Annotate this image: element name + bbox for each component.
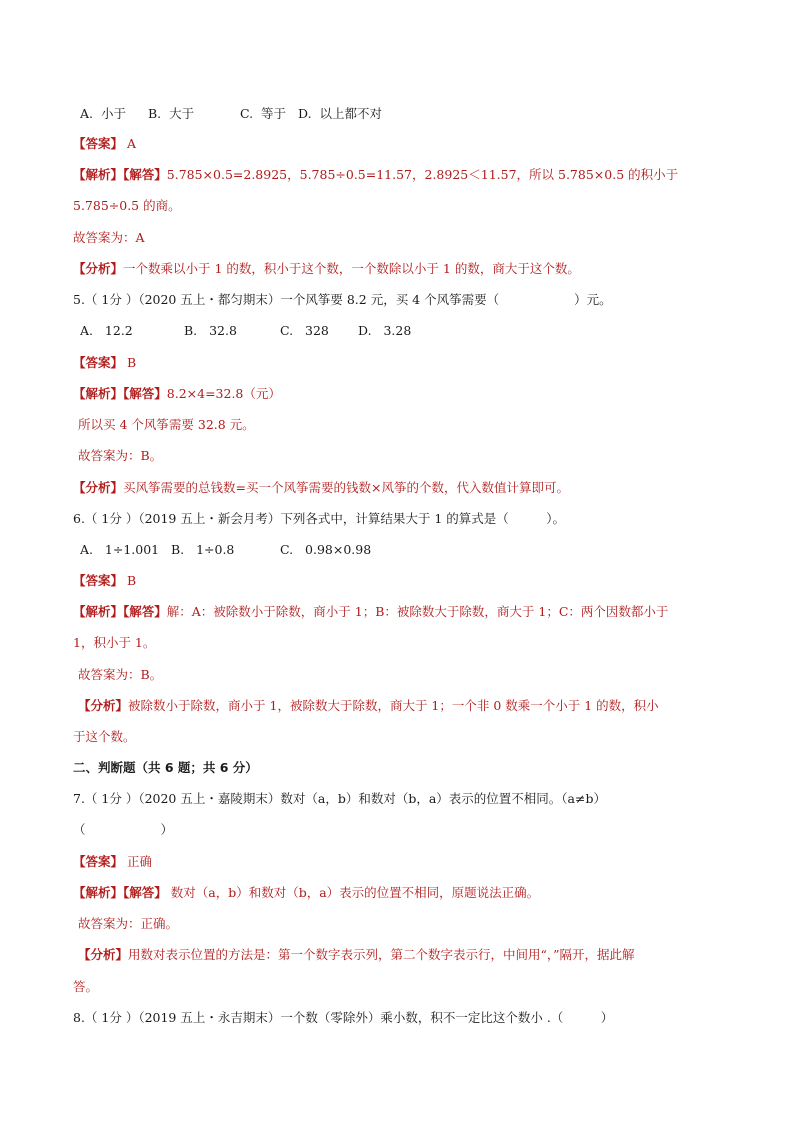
q6-option-a: A. 1÷1.001 (80, 542, 160, 557)
q5-final-answer: 故答案为：B。 (78, 448, 163, 463)
answer-tag: 【答案】 (73, 355, 124, 370)
q4-note-text: 一个数乘以小于 1 的数，积小于这个数，一个数除以小于 1 的数，商大于这个数。 (123, 261, 580, 276)
q7-note-line-1 (78, 947, 635, 963)
q7-note-line-2: 答。 (73, 979, 99, 994)
q6-answer: B (123, 573, 137, 588)
q4-option-a: A. 小于 (80, 106, 126, 121)
q6-analysis-line-2: 1，积小于 1。 (73, 635, 156, 650)
q4-analysis-text-1: 5.785×0.5=2.8925，5.785÷0.5=11.57，2.8925＜11.57，所以 5.785×0.5 的积小于 (166, 167, 679, 182)
analysis-tag: 【解析】【解答】 (73, 386, 167, 401)
answer-tag: 【答案】 (73, 136, 124, 151)
q5-analysis-line-1 (73, 386, 281, 402)
q6-option-c: C. 0.98×0.98 (280, 542, 372, 557)
q7-answer: 正确 (123, 854, 152, 869)
q7-final-answer: 故答案为：正确。 (78, 916, 179, 931)
q5-note-text: 买风筝需要的总钱数=买一个风筝需要的钱数×风筝的个数，代入数值计算即可。 (123, 480, 569, 495)
q5-analysis-text-1: 8.2×4=32.8（元） (166, 386, 281, 401)
note-tag: 【分析】 (73, 480, 124, 495)
q6-analysis-text-1: 解：A：被除数小于除数，商小于 1；B：被除数大于除数，商大于 1；C：两个因数都小于 (166, 604, 669, 619)
q7-question-line-2: （ ） (73, 822, 174, 837)
q7-analysis-text-1: 数对（a，b）和数对（b，a）表示的位置不相同，原题说法正确。 (166, 885, 540, 900)
q4-analysis-line-2: 5.785÷0.5 的商。 (73, 198, 181, 213)
q8-question: 8.（ 1分 ）（2019 五上・永吉期末）一个数（零除外）乘小数，积不一定比这个数小 .（ ） (73, 1010, 614, 1025)
q5-option-d: D. 3.28 (358, 323, 412, 338)
q5-answer-line (73, 355, 136, 371)
q5-option-b: B. 32.8 (184, 323, 237, 338)
q7-note-text-1: 用数对表示位置的方法是：第一个数字表示列，第二个数字表示行，中间用“，”隔开，据此解 (128, 947, 635, 962)
q5-question: 5.（ 1分 ）（2020 五上・都匀期末）一个风筝要 8.2 元，买 4 个风筝需要（ ）元。 (73, 292, 612, 307)
q6-answer-line (73, 573, 136, 589)
q6-note-line-1 (78, 698, 659, 714)
q4-analysis-line-1 (73, 167, 678, 183)
note-tag: 【分析】 (78, 947, 129, 962)
q6-analysis-line-1 (73, 604, 668, 620)
analysis-tag: 【解析】【解答】 (73, 885, 167, 900)
note-tag: 【分析】 (78, 698, 129, 713)
q4-note-line (73, 261, 580, 277)
q4-answer: A (123, 136, 137, 151)
q4-option-d: D. 以上都不对 (298, 106, 382, 121)
q6-question: 6.（ 1分 ）（2019 五上・新会月考）下列各式中，计算结果大于 1 的算式是（ ）。 (73, 511, 566, 526)
q7-answer-line (73, 854, 152, 870)
note-tag: 【分析】 (73, 261, 124, 276)
answer-tag: 【答案】 (73, 854, 124, 869)
q6-note-line-2: 于这个数。 (73, 729, 136, 744)
q5-note-line (73, 480, 569, 496)
q4-final-answer: 故答案为：A (73, 230, 145, 245)
q6-note-text-1: 被除数小于除数，商小于 1，被除数大于除数，商大于 1；一个非 0 数乘一个小于 1 的数，积小 (128, 698, 659, 713)
analysis-tag: 【解析】【解答】 (73, 604, 167, 619)
q6-final-answer: 故答案为：B。 (78, 667, 163, 682)
q5-analysis-line-2: 所以买 4 个风筝需要 32.8 元。 (78, 417, 255, 432)
q5-answer: B (123, 355, 137, 370)
q4-answer-line (73, 136, 136, 152)
section-title: 二、判断题（共 6 题；共 6 分） (73, 760, 258, 775)
q5-option-c: C. 328 (280, 323, 329, 338)
analysis-tag: 【解析】【解答】 (73, 167, 167, 182)
q4-option-c: C. 等于 (240, 106, 287, 121)
answer-tag: 【答案】 (73, 573, 124, 588)
q4-option-b: B. 大于 (148, 106, 195, 121)
q7-question-line-1: 7.（ 1分 ）（2020 五上・嘉陵期末）数对（a，b）和数对（b，a）表示的位置不相同。（a≠b） (73, 791, 606, 806)
q6-option-b: B. 1÷0.8 (171, 542, 235, 557)
q5-option-a: A. 12.2 (80, 323, 133, 338)
q7-analysis-line-1 (73, 885, 539, 901)
